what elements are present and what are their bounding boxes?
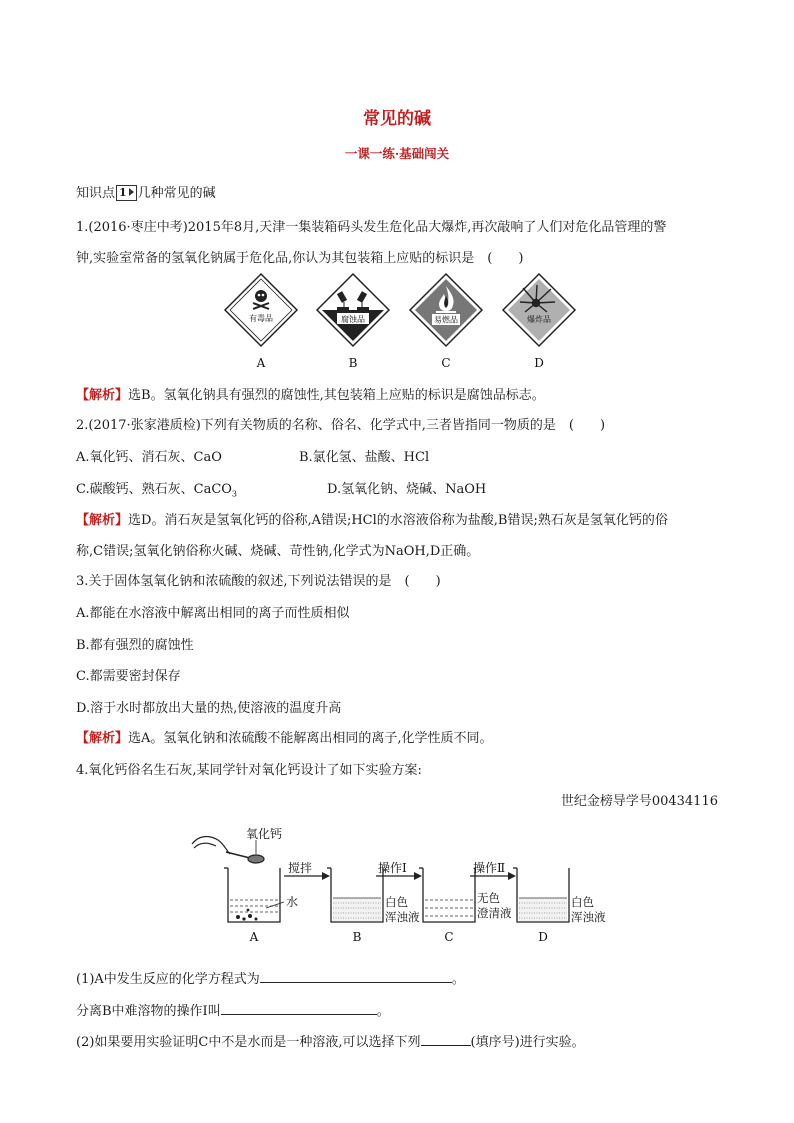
beaker-c [419,868,475,922]
page-title: 常见的碱 [363,109,431,129]
sign-a-label: 有毒品 [249,314,273,323]
q2-option-c-text: C.碳酸钙、熟石灰、CaCO [76,482,232,497]
b-desc-line1: 白色 [385,895,408,909]
beaker-d [513,868,569,922]
step-stir-label: 搅拌 [288,861,313,875]
option-d-label: D [534,356,544,370]
q3-analysis [76,727,493,746]
q4-stem: 4.氧化钙俗名生石灰,某同学针对氧化钙设计了如下实验方案: [76,763,422,778]
beaker-b [327,868,383,922]
b-desc-line2: 浑浊液 [385,910,420,924]
option-b-label: B [348,356,358,370]
q4-sub2-end: (填序号)进行实验。 [470,1035,585,1050]
q4-study-id: 世纪金榜导学号00434116 [560,794,718,809]
knowledge-point-badge: 1 [116,185,137,201]
q1-analysis-text: 选B。氢氧化钠具有强烈的腐蚀性,其包装箱上应贴的标识是腐蚀品标志。 [128,388,545,403]
step-op2-label: 操作Ⅱ [473,861,506,875]
analysis-tag: 【解析】 [76,513,129,528]
fig-label-b: B [352,930,362,944]
d-desc-line2: 浑浊液 [571,910,606,924]
hazard-signs-figure [216,272,586,372]
fig-label-a: A [249,930,259,944]
q2-analysis-line1 [76,509,668,528]
step-op1-label: 操作Ⅰ [378,861,407,875]
sign-explosive [503,274,575,346]
q4-sub1b-end: 。 [376,1004,390,1019]
option-c-label: C [441,356,451,370]
q1-analysis [76,384,545,403]
q2-option-d: D.氢氧化钠、烧碱、NaOH [327,482,487,497]
fig-label-d: D [538,930,548,944]
sign-toxic [225,274,297,346]
answer-blank-1[interactable] [260,970,452,983]
q4-sub2-text: (2)如果要用实验证明C中不是水而是一种溶液,可以选择下列 [76,1035,421,1050]
c-desc-line1: 无色 [477,891,500,905]
sign-c-label: 易燃品 [434,315,458,325]
q3-analysis-text: 选A。氢氧化钠和浓硫酸不能解离出相同的离子,化学性质不同。 [128,731,493,746]
sign-d-label: 爆炸品 [527,315,551,324]
c-desc-line2: 澄清液 [477,906,512,920]
option-a-label: A [256,356,266,370]
reagent-label: 氧化钙 [246,827,283,841]
q2-stem: 2.(2017·张家港质检)下列有关物质的名称、俗名、化学式中,三者皆指同一物质的是 ( ) [76,418,606,433]
q4-sub1-text: (1)A中发生反应的化学方程式为 [76,972,260,987]
answer-blank-3[interactable] [421,1033,471,1046]
q4-sub1 [76,968,465,987]
q3-option-c: C.都需要密封保存 [76,669,181,684]
q3-option-a: A.都能在水溶液中解离出相同的离子而性质相似 [76,606,350,621]
page-subtitle: 一课一练·基础闯关 [344,146,450,161]
q2-option-c [76,478,237,499]
q3-option-d: D.溶于水时都放出大量的热,使溶液的温度升高 [76,701,342,716]
sign-b-label: 腐蚀品 [341,315,365,324]
q4-sub2 [76,1031,585,1050]
knowledge-point-text: 几种常见的碱 [137,186,216,201]
q2-option-b: B.氯化氢、盐酸、HCl [299,450,430,465]
experiment-figure [186,822,616,947]
beaker-a [224,868,284,922]
d-desc-line1: 白色 [571,895,594,909]
q4-sub1b-text: 分离B中难溶物的操作Ⅰ叫 [76,1004,221,1019]
q3-stem: 3.关于固体氢氧化钠和浓硫酸的叙述,下列说法错误的是 ( ) [76,574,441,589]
q1-stem-line2: 钟,实验室常备的氢氧化钠属于危化品,你认为其包装箱上应贴的标识是 ( ) [76,251,524,266]
knowledge-point-prefix: 知识点 [76,186,116,201]
q2-analysis-line2: 称,C错误;氢氧化钠俗称火碱、烧碱、苛性钠,化学式为NaOH,D正确。 [76,544,480,559]
fig-label-c: C [444,930,454,944]
q3-option-b: B.都有强烈的腐蚀性 [76,638,194,653]
analysis-tag: 【解析】 [76,388,129,403]
sign-corrosive [317,274,389,346]
q2-option-c-subscript: 3 [231,489,238,499]
q1-stem-line1: 1.(2016·枣庄中考)2015年8月,天津一集装箱码头发生危化品大爆炸,再次敲响了人们对危化品管理的警 [76,220,667,235]
sign-flammable [410,274,482,346]
q2-option-a: A.氧化钙、消石灰、CaO [76,450,222,465]
q4-sub1b [76,1000,390,1019]
analysis-tag: 【解析】 [76,731,129,746]
answer-blank-2[interactable] [221,1002,377,1015]
q2-analysis-text-1: 选D。消石灰是氢氧化钙的俗称,A错误;HCl的水溶液俗称为盐酸,B错误;熟石灰是氢氧化钙的俗 [128,513,668,528]
knowledge-point-heading [76,182,216,202]
water-label: 水 [286,895,299,909]
q4-sub1-end: 。 [451,972,465,987]
